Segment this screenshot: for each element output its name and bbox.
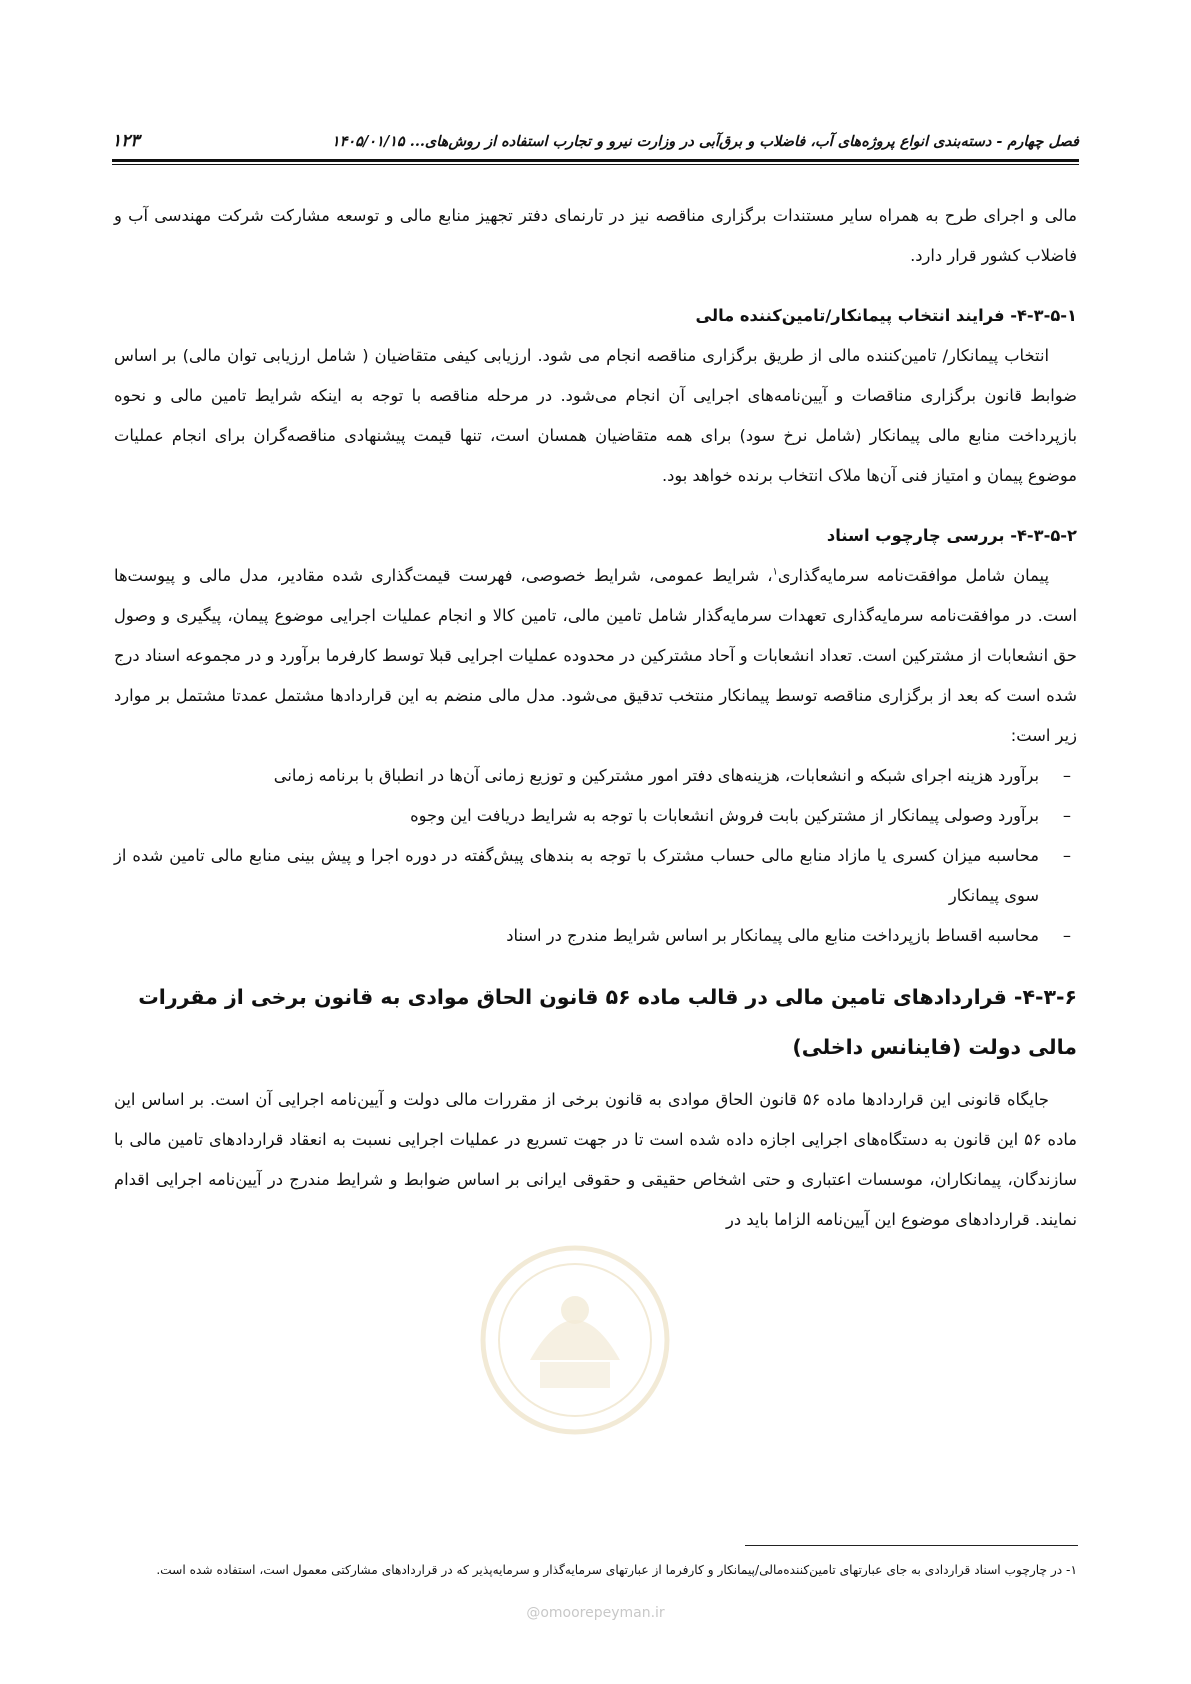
bullet-dash: – bbox=[1062, 766, 1071, 785]
list-item bbox=[114, 756, 1077, 796]
list-item-text: محاسبه میزان کسری یا مازاد منابع مالی حساب مشترک با توجه به بندهای پیش‌گفته در دوره اجرا و پیش بینی منابع مالی تامین شده از سوی پیمانکار bbox=[114, 846, 1039, 905]
main-content bbox=[114, 196, 1077, 1240]
paragraph-text: ، شرایط عمومی، شرایط خصوصی، فهرست قیمت‌گذاری شده مقادیر، مدل مالی و پیوست‌ها است. در موافقت‌نامه سرمایه‌گذاری تعهدات سرمایه‌گذار شامل تامین مالی، تامین کالا و انجام عملیات اجرایی موضوع پیمان، پیگیری و وصول حق انشعابات از مشترکین است. تعداد انشعابات و آحاد مشترکین در محدوده عملیات اجرایی قبلا توسط کارفرما برآورد و در مجموعه اسناد درج شده است که بعد از برگزاری مناقصه توسط پیمانکار منتخب تدقیق می‌شود. مدل مالی منضم به این قراردادها مشتمل عمدتا مشتمل بر موارد زیر است: bbox=[114, 566, 1077, 745]
header-rule-thick bbox=[112, 159, 1079, 162]
paragraph-selection-process: انتخاب پیمانکار/ تامین‌کننده مالی از طریق برگزاری مناقصه انجام می شود. ارزیابی کیفی متقاضیان ( شامل ارزیابی توان مالی) بر اساس ضوابط قانون برگزاری مناقصات و آیین‌نامه‌های اجرایی آن انجام می‌شود. در مرحله مناقصه با توجه به اینکه شرایط تامین مالی و نحوه بازپرداخت منابع مالی پیمانکار (شامل نرخ سود) برای همه متقاضیان همسان است، تنها قیمت پیشنهادی مناقصه‌گران برای انجام عملیات موضوع پیمان و امتیاز فنی آن‌ها ملاک انتخاب برنده خواهد بود. bbox=[114, 346, 1077, 485]
running-header bbox=[112, 128, 1079, 154]
watermark-seal bbox=[470, 1240, 680, 1440]
list-item-text: برآورد هزینه اجرای شبکه و انشعابات، هزینه‌های دفتر امور مشترکین و توزیع زمانی آن‌ها در انطباق با برنامه زمانی bbox=[273, 766, 1039, 785]
heading-4-3-6: ۴-۳-۶- قراردادهای تامین مالی در قالب ماده ۵۶ قانون الحاق موادی به قانون برخی از مقررات مالی دولت (فاینانس داخلی) bbox=[138, 985, 1077, 1059]
paragraph-document-framework bbox=[114, 556, 1077, 756]
footnote-ref: ۱ bbox=[772, 566, 778, 578]
header-date: ۱۴۰۵/۰۱/۱۵ bbox=[331, 132, 405, 150]
bullet-dash: – bbox=[1062, 926, 1071, 945]
financial-model-list bbox=[114, 756, 1077, 956]
heading-4-3-5-2: ۴-۳-۵-۲- بررسی چارچوب اسناد bbox=[826, 526, 1077, 545]
header-chapter-title bbox=[332, 133, 1079, 150]
footnote-separator bbox=[745, 1545, 1078, 1546]
paragraph-text: پیمان شامل موافقت‌نامه سرمایه‌گذاری bbox=[777, 566, 1049, 585]
list-item bbox=[114, 836, 1077, 916]
list-item-text: برآورد وصولی پیمانکار از مشترکین بابت فروش انشعابات با توجه به شرایط دریافت این وجوه bbox=[410, 806, 1039, 825]
paragraph-intro: مالی و اجرای طرح به همراه سایر مستندات برگزاری مناقصه نیز در تارنمای دفتر تجهیز منابع مالی و توسعه مشارکت شرکت مهندسی آب و فاضلاب کشور قرار دارد. bbox=[114, 206, 1077, 265]
list-item-text: محاسبه اقساط بازپرداخت منابع مالی پیمانکار بر اساس شرایط مندرج در اسناد bbox=[506, 926, 1039, 945]
bullet-dash: – bbox=[1062, 846, 1071, 865]
bullet-dash: – bbox=[1062, 806, 1071, 825]
header-title-text: فصل چهارم - دسته‌بندی انواع پروژه‌های آب، فاضلاب و برق‌آبی در وزارت نیرو و تجارب استفاده از روش‌های... bbox=[409, 132, 1079, 150]
watermark-site-text: @omoorepeyman.ir bbox=[526, 1605, 665, 1621]
footnote: ۱- در چارچوب اسناد قراردادی به جای عبارتهای تامین‌کننده‌مالی/پیمانکار و کارفرما از عبارتهای سرمایه‌گذار و سرمایه‌پذیر که در قراردادهای مشارکتی معمول است، استفاده شده است. bbox=[156, 1563, 1077, 1577]
list-item bbox=[114, 796, 1077, 836]
page-number: ۱۲۳ bbox=[112, 131, 140, 151]
heading-4-3-5-1: ۴-۳-۵-۱- فرایند انتخاب پیمانکار/تامین‌کننده مالی bbox=[695, 306, 1077, 325]
paragraph-legal-basis: جایگاه قانونی این قراردادها ماده ۵۶ قانون الحاق موادی به قانون برخی از مقررات مالی دولت و آیین‌نامه اجرایی آن است. بر اساس این ماده ۵۶ این قانون به دستگاه‌های اجرایی اجازه داده شده است تا در جهت تسریع در عملیات اجرایی نسبت به انعقاد قراردادهای تامین مالی با سازندگان، پیمانکاران، موسسات اعتباری و حتی اشخاص حقیقی و حقوقی ایرانی بر اساس ضوابط و شرایط مندرج در آیین‌نامه اجرایی اقدام نمایند. قراردادهای موضوع این آیین‌نامه الزاما باید در bbox=[114, 1090, 1077, 1229]
header-rule-thin bbox=[112, 164, 1079, 165]
list-item bbox=[114, 916, 1077, 956]
